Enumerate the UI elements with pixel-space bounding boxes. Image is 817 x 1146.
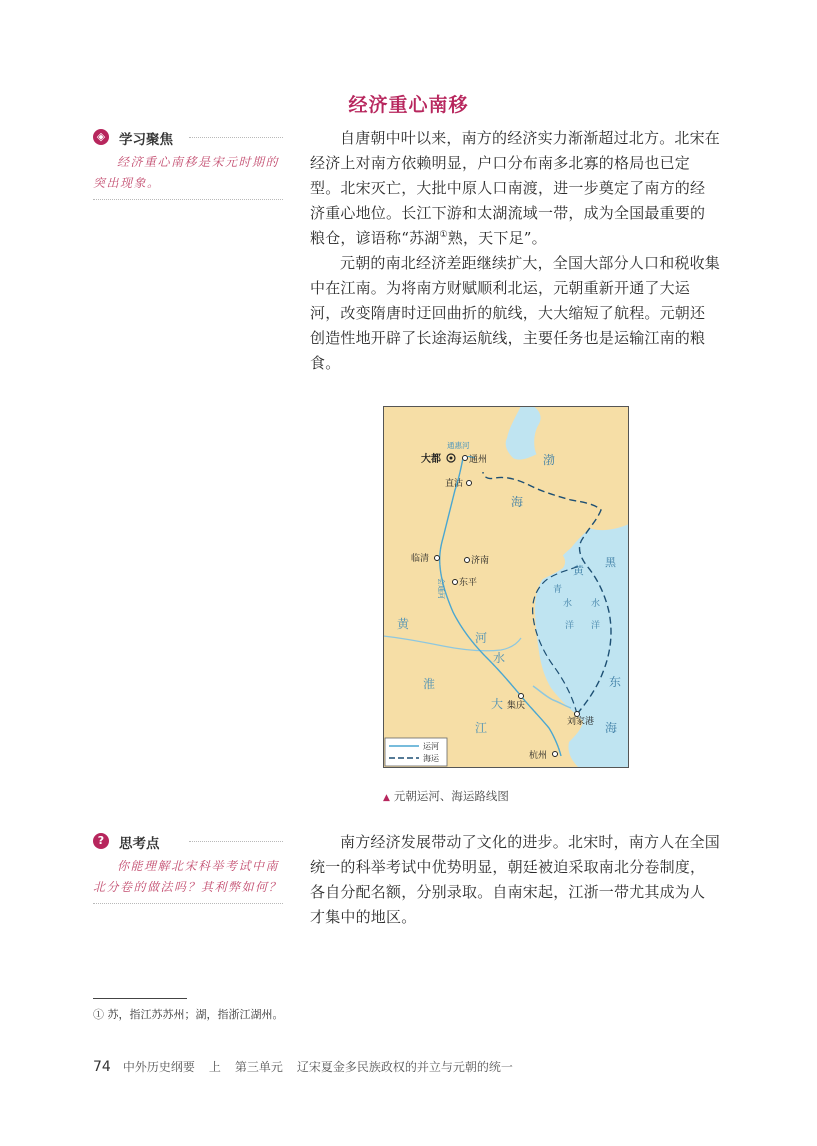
unit-title: 辽宋夏金多民族政权的并立与元朝的统一 xyxy=(296,1060,513,1074)
linqing-marker xyxy=(435,556,440,561)
label-qing: 青 xyxy=(553,585,563,595)
focus-icon: ◈ xyxy=(93,129,109,145)
label-dong: 东 xyxy=(609,675,622,689)
label-shui-2: 水 xyxy=(591,599,601,609)
jiqing-marker xyxy=(519,694,524,699)
liujiagang-marker xyxy=(575,712,580,717)
footnote: ① 苏，指江苏苏州；湖，指浙江湖州。 xyxy=(93,1008,284,1021)
divider xyxy=(189,137,283,138)
canal-tonghui-label: 通惠河 xyxy=(447,441,470,450)
city-jinan: 济南 xyxy=(471,556,490,566)
study-focus-header xyxy=(93,128,283,148)
label-huang-sea: 黄 xyxy=(573,564,584,577)
footnote-ref: ① xyxy=(439,230,448,240)
study-focus-text: 经济重心南移是宋元时期的突出现象。 xyxy=(93,155,280,190)
tongzhou-marker xyxy=(463,456,468,461)
volume: 上 xyxy=(208,1060,221,1074)
divider xyxy=(189,841,283,842)
city-dongping: 东平 xyxy=(459,578,478,588)
section-title: 经济重心南移 xyxy=(348,94,469,116)
city-jiqing: 集庆 xyxy=(507,701,526,711)
label-shui-1: 水 xyxy=(563,599,573,609)
paragraph-1: 自唐朝中叶以来，南方的经济实力渐渐超过北方。北宋在经济上对南方依赖明显，户口分布南多北寡的格局也已定型。北宋灭亡，大批中原人口南渡，进一步奠定了南方的经济重心地位。长江下游和太湖流域一带，成为全国最重要的粮仓，谚语称“苏湖①熟，天下足”。 xyxy=(310,129,721,247)
label-he: 河 xyxy=(475,631,488,645)
caption-triangle-icon: ▲ xyxy=(383,793,390,803)
study-focus-box xyxy=(93,128,283,200)
paragraph-3: 南方经济发展带动了文化的进步。北宋时，南方人在全国统一的科举考试中优势明显，朝廷被迫采取南北分卷制度，各自分配名额，分别录取。自南宋起，江浙一带尤其成为人才集中的地区。 xyxy=(310,833,721,926)
city-hangzhou: 杭州 xyxy=(529,751,548,761)
city-linqing: 临清 xyxy=(411,554,430,564)
label-da: 大 xyxy=(491,697,504,711)
label-yang-2: 洋 xyxy=(591,621,601,631)
label-huang-river: 黄 xyxy=(397,617,410,631)
label-jiang: 江 xyxy=(475,721,488,735)
thinking-point-heading: 思考点 xyxy=(119,836,160,852)
label-hai-2: 海 xyxy=(605,721,618,735)
page-number: 74 xyxy=(93,1059,111,1075)
page-footer xyxy=(93,1058,513,1075)
map-figure xyxy=(383,406,629,768)
dongping-marker xyxy=(453,580,458,585)
footnote-rule xyxy=(93,998,187,999)
study-focus-heading: 学习聚焦 xyxy=(119,132,173,148)
legend-canal-label: 运河 xyxy=(423,742,439,751)
jinan-marker xyxy=(465,558,470,563)
zhigu-marker xyxy=(467,481,472,486)
unit-number: 第三单元 xyxy=(234,1060,283,1074)
map-caption: ▲ 元朝运河、海运路线图 xyxy=(383,789,509,803)
city-tongzhou: 通州 xyxy=(469,455,488,465)
question-icon: ? xyxy=(93,833,109,849)
divider xyxy=(93,903,283,904)
thinking-point-text: 你能理解北宋科举考试中南北分卷的做法吗？其利弊如何？ xyxy=(93,859,283,894)
yuan-canal-map xyxy=(383,406,629,768)
paragraph-2: 元朝的南北经济差距继续扩大，全国大部分人口和税收集中在江南。为将南方财赋顺利北运，元朝重新开通了大运河，改变隋唐时迂回曲折的航线，大大缩短了航程。元朝还创造性地开辟了长途海运航线，主要任务也是运输江南的粮食。 xyxy=(310,254,721,372)
dadu-capital-marker-inner xyxy=(450,457,453,460)
book-title: 中外历史纲要 xyxy=(122,1060,195,1074)
divider xyxy=(93,199,283,200)
label-hai-1: 海 xyxy=(511,495,524,509)
thinking-point-box xyxy=(93,832,283,904)
canal-huitong-label: 会通河 xyxy=(437,578,445,599)
city-dadu: 大都 xyxy=(421,454,441,465)
legend-sea-label: 海运 xyxy=(423,754,439,763)
city-zhigu: 直沽 xyxy=(445,479,464,489)
thinking-point-header xyxy=(93,832,283,852)
label-bo: 渤 xyxy=(543,453,556,467)
label-shui-3: 水 xyxy=(493,651,506,665)
hangzhou-marker xyxy=(553,752,558,757)
label-yang-1: 洋 xyxy=(565,621,575,631)
city-liujiagang: 刘家港 xyxy=(567,717,595,727)
label-hei: 黑 xyxy=(605,556,616,569)
label-huai: 淮 xyxy=(423,677,436,691)
